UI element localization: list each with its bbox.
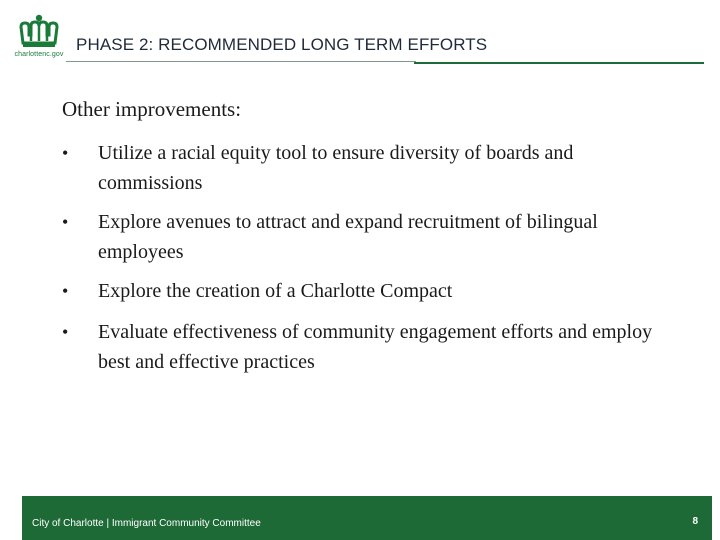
charlotte-logo <box>9 13 69 63</box>
bullet-text: Explore the creation of a Charlotte Compact <box>98 280 453 302</box>
page-number: 8 <box>692 516 698 527</box>
bullet-dot: • <box>62 281 69 301</box>
crown-icon <box>17 13 61 51</box>
bullet-text: Evaluate effectiveness of community engagement efforts and employ best and effective practices <box>98 321 653 373</box>
bullet-text: Explore avenues to attract and expand recruitment of bilingual employees <box>98 211 598 263</box>
header-rule-thick <box>414 62 704 64</box>
page-title: PHASE 2: RECOMMENDED LONG TERM EFFORTS <box>76 35 488 54</box>
footer-text: City of Charlotte | Immigrant Community Committee <box>32 518 261 529</box>
slide-content <box>62 96 682 373</box>
footer-bar <box>22 496 712 540</box>
bullet-dot: • <box>62 322 69 342</box>
logo-text: charlottenc.gov <box>14 51 64 58</box>
header-rule-thin <box>66 61 416 62</box>
bullet-dot: • <box>62 143 69 163</box>
bullet-text: Utilize a racial equity tool to ensure diversity of boards and commissions <box>98 142 574 194</box>
intro-text: Other improvements: <box>62 97 242 121</box>
bullet-dot: • <box>62 212 69 232</box>
